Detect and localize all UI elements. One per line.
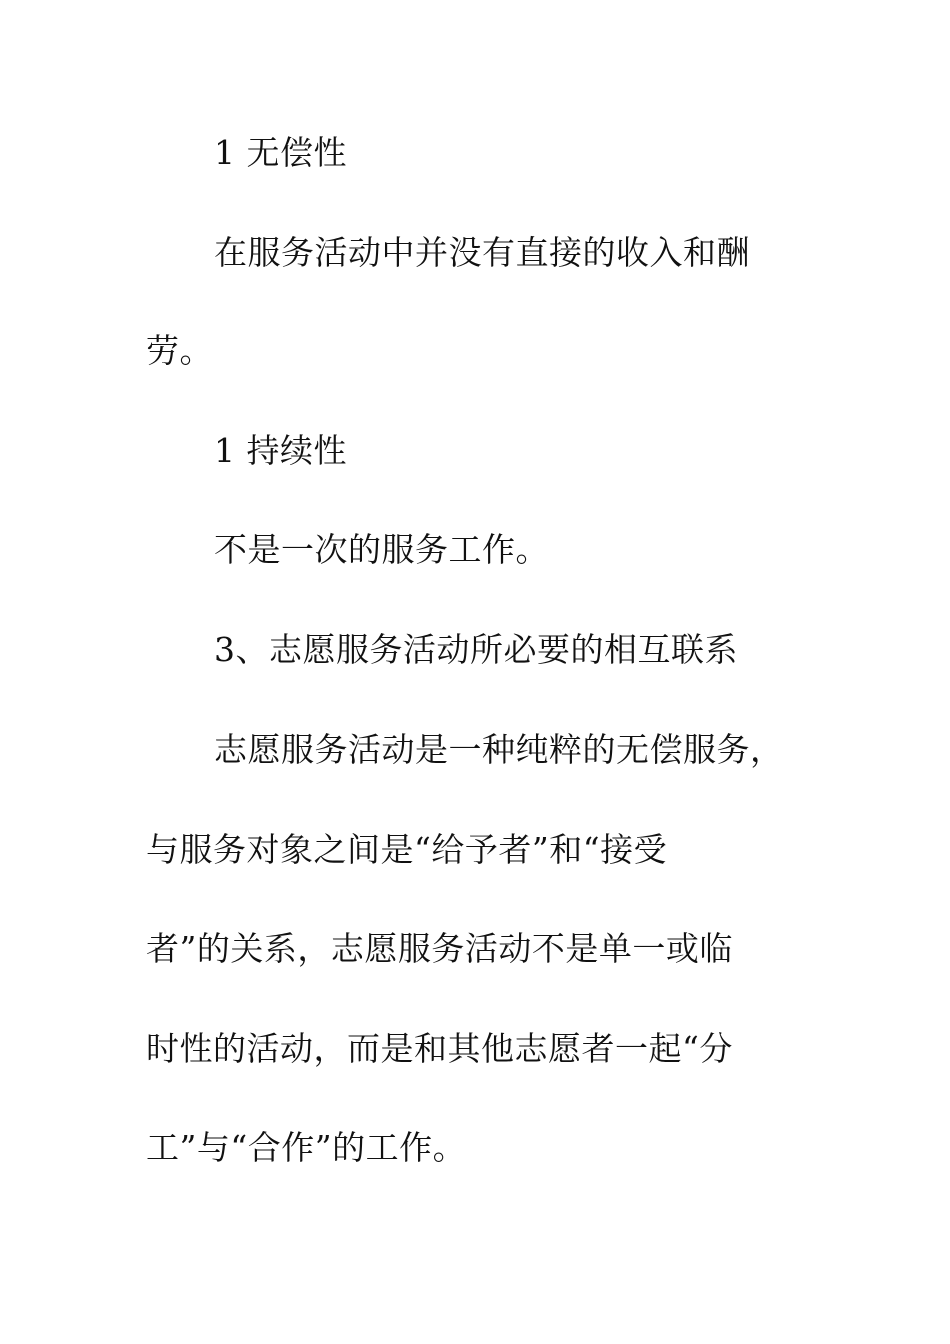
heading-gratuitous: 1 无偿性 bbox=[214, 133, 347, 172]
paragraph-line: 者”的关系，志愿服务活动不是单一或临 bbox=[146, 929, 733, 968]
paragraph-line: 时性的活动，而是和其他志愿者一起“分 bbox=[146, 1029, 733, 1068]
paragraph-line: 与服务对象之间是“给予者”和“接受 bbox=[146, 830, 668, 869]
paragraph-line: 志愿服务活动是一种纯粹的无偿服务， bbox=[214, 730, 784, 769]
paragraph-line: 工”与“合作”的工作。 bbox=[146, 1128, 467, 1167]
section-heading: 3、志愿服务活动所必要的相互联系 bbox=[214, 630, 738, 669]
paragraph-line: 劳。 bbox=[146, 331, 213, 370]
paragraph-line: 在服务活动中并没有直接的收入和酬 bbox=[214, 233, 750, 272]
heading-continuity: 1 持续性 bbox=[214, 431, 347, 470]
paragraph-line: 不是一次的服务工作。 bbox=[214, 530, 549, 569]
